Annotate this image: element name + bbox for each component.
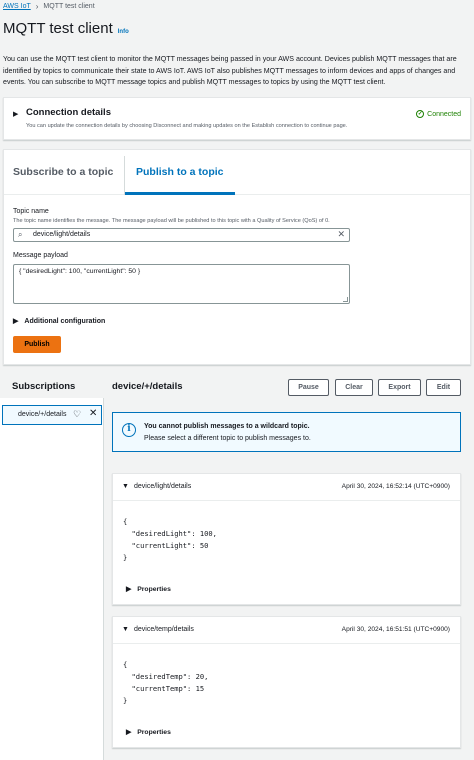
clear-button[interactable]: Clear [335,379,373,396]
active-tab-indicator [125,192,235,195]
subscription-topic[interactable]: device/+/details [18,411,67,418]
caret-right-icon: ▶ [13,318,19,325]
pause-button[interactable]: Pause [288,379,329,396]
connection-details-title[interactable]: Connection details [26,107,111,118]
tab-divider [124,156,125,195]
connection-status [416,110,461,118]
message-properties-label: Properties [137,585,171,593]
page-title: MQTT test client [3,20,113,37]
tab-publish[interactable]: Publish to a topic [136,166,224,178]
message-properties-label: Properties [137,728,171,736]
alert-body: Please select a different topic to publish messages to. [144,435,311,442]
search-icon: ⌕ [18,230,23,239]
alert-title: You cannot publish messages to a wildcard topic. [144,423,310,430]
chevron-right-icon: › [35,2,39,11]
connection-status-label: Connected [427,110,461,118]
message-timestamp: April 30, 2024, 16:52:14 (UTC+0900) [341,483,450,490]
connection-details-panel [3,97,471,140]
subscriptions-title: Subscriptions [12,381,76,392]
tab-bar [4,150,470,195]
caret-right-icon: ▶ [126,729,132,736]
breadcrumb-aws-iot-link[interactable]: AWS IoT [3,3,31,10]
message-payload-textarea[interactable] [13,264,350,304]
tab-subscribe[interactable]: Subscribe to a topic [13,166,114,178]
heart-icon[interactable]: ♡ [73,409,82,419]
additional-configuration-toggle[interactable] [13,317,105,325]
viewer-title: device/+/details [112,381,183,392]
subscription-item[interactable] [2,405,102,425]
message-header[interactable] [113,474,460,501]
page-title-row [3,20,129,37]
close-icon[interactable]: ✕ [89,408,98,419]
message-payload-label: Message payload [13,252,68,259]
caret-down-icon[interactable]: ▼ [122,626,129,633]
message-topic: device/temp/details [134,626,194,633]
message-body: { "desiredTemp": 20, "currentTemp": 15 } [123,660,209,705]
check-circle-icon: ✓ [417,111,423,117]
topic-name-label: Topic name [13,208,49,215]
topic-name-value[interactable]: device/light/details [33,231,91,238]
message-properties-toggle[interactable] [126,728,171,736]
subscriptions-list [0,398,104,760]
intro-text: You can use the MQTT test client to monitor the MQTT messages being passed in your AWS account. Devices publish MQTT messages that are identified by topics to communicate their state to AWS IoT. AWS IoT also publishes MQTT messages to inform devices and apps of changes and events. You can subscribe to MQTT message topics and publish MQTT messages to topics by using the MQTT test client. [3,55,457,86]
info-icon: i [122,423,136,437]
message-timestamp: April 30, 2024, 16:51:51 (UTC+0900) [341,626,450,633]
message-body: { "desiredLight": 100, "currentLight": 50 } [123,517,217,562]
resize-handle[interactable] [343,297,348,302]
topic-name-input[interactable] [13,228,350,242]
message-card [112,473,461,605]
topic-name-description: The topic name identifies the message. The message payload will be published to this topic with a Quality of Service (QoS) of 0. [13,218,330,224]
additional-configuration-label: Additional configuration [24,317,106,325]
message-topic: device/light/details [134,483,192,490]
message-properties-toggle[interactable] [126,585,171,593]
info-link[interactable]: Info [117,29,129,35]
message-payload-value[interactable]: { "desiredLight": 100, "currentLight": 50 } [19,268,141,275]
publish-button[interactable]: Publish [13,336,61,353]
wildcard-info-alert [112,412,461,452]
caret-right-icon: ▶ [126,586,132,593]
edit-button[interactable]: Edit [426,379,461,396]
breadcrumb [3,2,95,11]
clear-input-icon[interactable]: ✕ [337,229,345,239]
caret-right-icon[interactable]: ▶ [13,111,19,118]
message-header[interactable] [113,617,460,644]
message-card [112,616,461,748]
export-button[interactable]: Export [378,379,421,396]
breadcrumb-current: MQTT test client [43,3,95,10]
publish-panel [3,149,471,365]
connection-details-description: You can update the connection details by choosing Disconnect and making updates on the Establish connection to continue page. [26,123,348,129]
caret-down-icon[interactable]: ▼ [122,483,129,490]
